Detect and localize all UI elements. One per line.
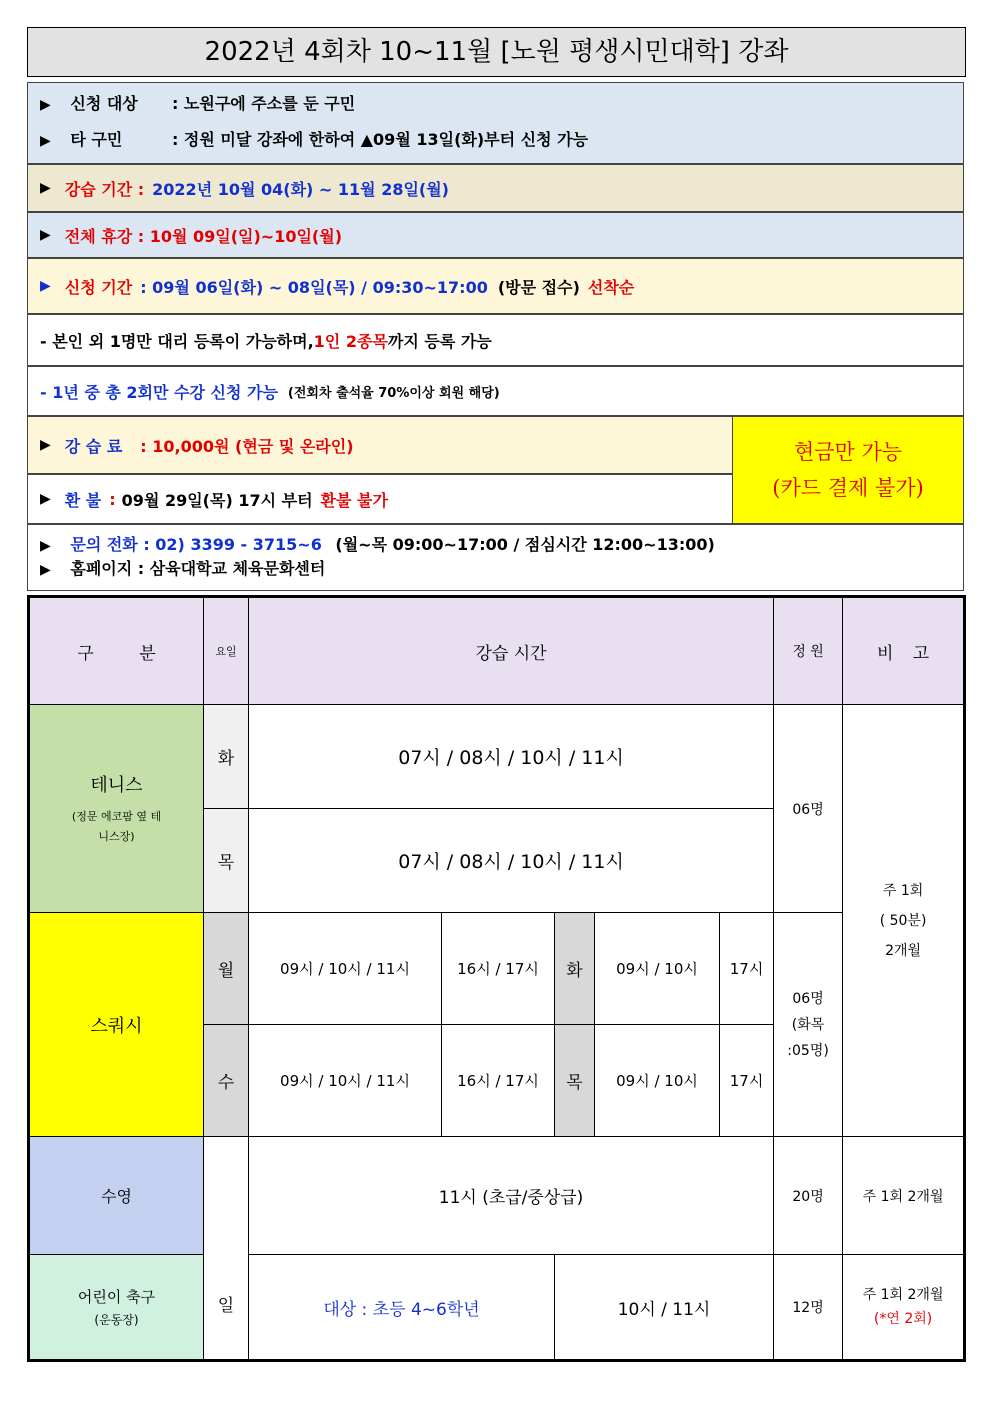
tennis-location: (정문 에코팜 옆 테니스장): [71, 809, 162, 843]
squash-name: 스쿼시: [29, 913, 204, 1137]
soccer-times: 10시 / 11시: [555, 1255, 774, 1361]
squash-capacity-1: 06명: [792, 990, 824, 1007]
arrow-icon: ▶: [40, 562, 51, 578]
apply-label: 신청 기간: [64, 277, 133, 297]
squash-wed-b: 16시 / 17시: [442, 1025, 555, 1137]
fee-section: [27, 416, 733, 474]
squash-row-1: [29, 913, 965, 1025]
header-time: 강습 시간: [249, 597, 774, 705]
swim-capacity: 20명: [774, 1137, 843, 1255]
arrow-icon: ▶: [40, 278, 51, 294]
soccer-note-2: (*연 2회): [873, 1311, 933, 1327]
soccer-location: (운동장): [94, 1313, 139, 1327]
swim-note: 주 1회 2개월: [843, 1137, 965, 1255]
other-line: [40, 129, 963, 151]
tennis-name: 테니스: [90, 774, 143, 796]
squash-day-thu: 목: [555, 1025, 595, 1137]
contact-hours: (월~목 09:00~17:00 / 점심시간 12:00~13:00): [335, 535, 715, 554]
swim-times: 11시 (초급/중상급): [249, 1137, 774, 1255]
squash-tue-a: 09시 / 10시: [595, 913, 720, 1025]
soccer-name: 어린이 축구: [77, 1288, 156, 1306]
proxy-section: [27, 314, 964, 366]
squash-thu-b: 17시: [720, 1025, 774, 1137]
squash-tue-b: 17시: [720, 913, 774, 1025]
squash-capacity-2: (화목: [791, 1016, 825, 1033]
limit-text-a: - 1년 중 총 2회만 수강 신청 가능: [40, 382, 278, 402]
soccer-name-cell: [29, 1255, 204, 1361]
period-section: [27, 164, 964, 212]
note-line1: 주 1회: [882, 882, 924, 899]
shared-note-cell: [843, 705, 965, 1137]
soccer-target: 대상 : 초등 4~6학년: [249, 1255, 555, 1361]
refund-label: 환 불: [64, 490, 102, 510]
note-line2: ( 50분): [879, 912, 927, 929]
tennis-tue-times: 07시 / 08시 / 10시 / 11시: [249, 705, 774, 809]
period-value: 2022년 10월 04(화) ~ 11월 28일(월): [152, 179, 449, 199]
other-label: 타 구민: [70, 130, 123, 149]
soccer-row: [29, 1255, 965, 1361]
squash-wed-a: 09시 / 10시 / 11시: [249, 1025, 442, 1137]
cash-only-line2: (카드 결제 불가): [772, 476, 924, 500]
holiday-section: [27, 212, 964, 258]
target-section: [27, 82, 964, 164]
limit-text-b: (전회차 출석율 70%이상 회원 해당): [287, 385, 500, 401]
arrow-icon: ▶: [40, 180, 51, 196]
tennis-day-thu: 목: [204, 809, 249, 913]
contact-section: [27, 524, 964, 591]
swim-row: [29, 1137, 965, 1255]
cash-only-box: [732, 416, 964, 524]
refund-colon: :: [109, 489, 116, 509]
apply-visit: (방문 접수): [497, 277, 580, 297]
soccer-note-1: 주 1회 2개월: [862, 1287, 944, 1303]
squash-day-tue: 화: [555, 913, 595, 1025]
refund-no: 환불 불가: [320, 490, 388, 510]
page-title: 2022년 4회차 10~11월 [노원 평생시민대학] 강좌: [27, 27, 966, 77]
tennis-thu-times: 07시 / 08시 / 10시 / 11시: [249, 809, 774, 913]
arrow-icon: ▶: [40, 97, 51, 113]
fee-value: : 10,000원 (현금 및 온라인): [140, 436, 354, 456]
limit-section: [27, 366, 964, 416]
squash-day-wed: 수: [204, 1025, 249, 1137]
refund-value: 09월 29일(목) 17시 부터: [121, 490, 313, 510]
squash-thu-a: 09시 / 10시: [595, 1025, 720, 1137]
header-note: 비 고: [843, 597, 965, 705]
swim-name: 수영: [29, 1137, 204, 1255]
apply-first: 선착순: [587, 277, 635, 297]
proxy-text-a: - 본인 외 1명만 대리 등록이 가능하며,: [40, 331, 314, 351]
squash-day-mon: 월: [204, 913, 249, 1025]
fee-label: 강 습 료: [64, 436, 123, 456]
arrow-icon: ▶: [40, 437, 51, 453]
header-category: 구 분: [29, 597, 204, 705]
header-capacity: 정 원: [774, 597, 843, 705]
tennis-day-tue: 화: [204, 705, 249, 809]
tennis-capacity: 06명: [774, 705, 843, 913]
arrow-icon: ▶: [40, 227, 51, 243]
squash-capacity-cell: [774, 913, 843, 1137]
squash-mon-b: 16시 / 17시: [442, 913, 555, 1025]
arrow-icon: ▶: [40, 133, 51, 149]
homepage-line: [40, 558, 963, 580]
target-line: [40, 93, 963, 115]
squash-mon-a: 09시 / 10시 / 11시: [249, 913, 442, 1025]
arrow-icon: ▶: [40, 538, 51, 554]
holiday-text: 전체 휴강 : 10월 09일(일)~10일(월): [64, 226, 343, 246]
note-line3: 2개월: [885, 942, 922, 959]
tennis-row-tue: [29, 705, 965, 809]
contact-line: [40, 534, 963, 556]
refund-section: [27, 474, 733, 524]
swim-soccer-day: 일: [204, 1137, 249, 1361]
header-day: 요일: [204, 597, 249, 705]
table-header-row: [29, 597, 965, 705]
contact-label: 문의 전화 : 02) 3399 - 3715~6: [70, 535, 322, 554]
homepage-text: 홈페이지 : 삼육대학교 체육문화센터: [70, 559, 326, 578]
proxy-text-c: 까지 등록 가능: [387, 331, 492, 351]
tennis-name-cell: [29, 705, 204, 913]
cash-only-line1: 현금만 가능: [793, 440, 903, 464]
proxy-text-b: 1인 2종목: [313, 331, 388, 351]
soccer-capacity: 12명: [774, 1255, 843, 1361]
squash-capacity-3: :05명): [787, 1042, 829, 1059]
apply-section: [27, 258, 964, 314]
period-label: 강습 기간 :: [64, 179, 145, 199]
apply-value: : 09월 06일(화) ~ 08일(목) / 09:30~17:00: [140, 277, 488, 297]
arrow-icon: ▶: [40, 491, 51, 507]
soccer-note-cell: [843, 1255, 965, 1361]
other-value: : 정원 미달 강좌에 한하여 ▲09월 13일(화)부터 신청 가능: [171, 130, 589, 149]
target-label: 신청 대상: [70, 94, 138, 113]
schedule-table: [27, 595, 966, 1362]
target-value: : 노원구에 주소를 둔 구민: [171, 94, 356, 113]
